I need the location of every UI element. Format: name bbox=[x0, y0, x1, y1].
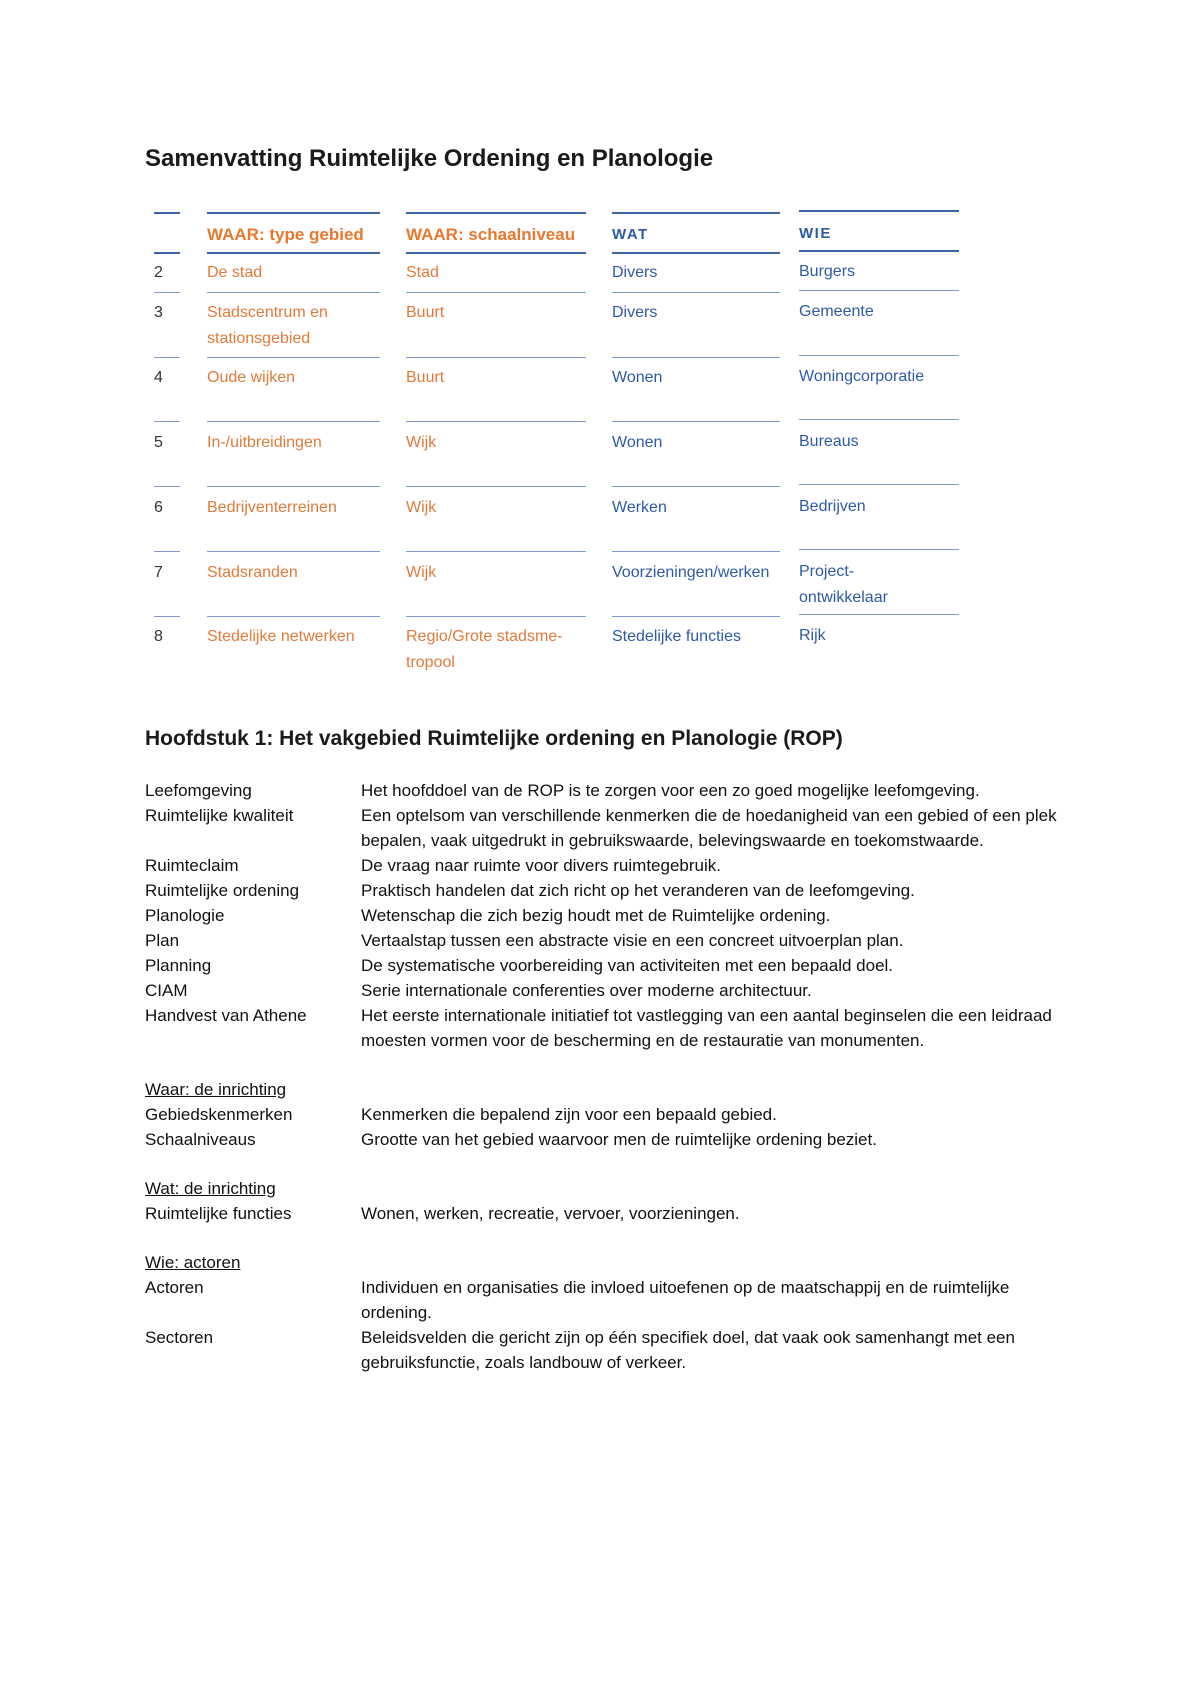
cell-who: Bureaus bbox=[799, 433, 859, 450]
table-rule bbox=[207, 252, 380, 254]
definition-row bbox=[145, 1102, 1065, 1127]
definition-row bbox=[145, 878, 1065, 903]
cell-who: Burgers bbox=[799, 263, 856, 280]
cell-who: Rijk bbox=[799, 627, 826, 644]
header-scale: WAAR: schaalniveau bbox=[406, 225, 576, 244]
definition-desc: Kenmerken die bepalend zijn voor een bepaald gebied. bbox=[361, 1105, 777, 1124]
definition-term: Ruimteclaim bbox=[145, 856, 239, 875]
definition-desc: Het eerste internationale initiatief tot vastlegging van een aantal beginselen die een leidraad moesten vormen voor de bescherming en de restauratie van monumenten. bbox=[361, 1006, 1052, 1050]
definition-desc: Praktisch handelen dat zich richt op het veranderen van de leefomgeving. bbox=[361, 881, 915, 900]
cell-scale: Buurt bbox=[406, 304, 445, 321]
definition-desc: Wetenschap die zich bezig houdt met de Ruimtelijke ordening. bbox=[361, 906, 831, 925]
definition-desc: Het hoofddoel van de ROP is te zorgen voor een zo goed mogelijke leefomgeving. bbox=[361, 781, 980, 800]
row-number: 5 bbox=[154, 434, 163, 451]
definition-desc: Individuen en organisaties die invloed uitoefenen op de maatschappij en de ruimtelijke ordening. bbox=[361, 1278, 1010, 1322]
cell-what: Divers bbox=[612, 264, 658, 281]
definition-term: Plan bbox=[145, 931, 180, 950]
row-number: 4 bbox=[154, 369, 163, 386]
cell-what: Werken bbox=[612, 499, 667, 516]
cell-scale: Regio/Grote stadsme-tropool bbox=[406, 628, 563, 671]
cell-type: Stadscentrum en stationsgebied bbox=[207, 304, 328, 347]
cell-what: Wonen bbox=[612, 434, 663, 451]
definition-desc: De vraag naar ruimte voor divers ruimtegebruik. bbox=[361, 856, 721, 875]
definition-term: Planning bbox=[145, 956, 212, 975]
definition-term: Ruimtelijke kwaliteit bbox=[145, 806, 294, 825]
definition-row bbox=[145, 978, 1065, 1003]
definition-row bbox=[145, 803, 1065, 853]
definition-term: Gebiedskenmerken bbox=[145, 1105, 293, 1124]
definition-desc: Grootte van het gebied waarvoor men de ruimtelijke ordening beziet. bbox=[361, 1130, 877, 1149]
cell-what: Stedelijke functies bbox=[612, 628, 741, 645]
table-rule bbox=[154, 252, 180, 254]
cell-who: Bedrijven bbox=[799, 498, 866, 515]
definition-term: Handvest van Athene bbox=[145, 1006, 307, 1025]
row-number: 8 bbox=[154, 628, 163, 645]
definition-row bbox=[145, 903, 1065, 928]
page-title: Samenvatting Ruimtelijke Ordening en Planologie bbox=[145, 145, 714, 172]
definition-row bbox=[145, 1275, 1065, 1325]
table-rule bbox=[612, 252, 780, 254]
definition-desc: Wonen, werken, recreatie, vervoer, voorzieningen. bbox=[361, 1204, 740, 1223]
cell-scale: Wijk bbox=[406, 434, 437, 451]
definition-desc: Een optelsom van verschillende kenmerken die de hoedanigheid van een gebied of een plek bepalen, vaak uitgedrukt in gebruikswaarde, belevingswaarde en toekomstwaarde. bbox=[361, 806, 1057, 850]
definition-term: CIAM bbox=[145, 981, 188, 1000]
cell-type: Stedelijke netwerken bbox=[207, 628, 355, 645]
table-rule bbox=[799, 210, 959, 212]
cell-type: De stad bbox=[207, 264, 263, 281]
section-heading-wie: Wie: actoren bbox=[145, 1253, 241, 1272]
definition-term: Ruimtelijke functies bbox=[145, 1204, 292, 1223]
table-rule bbox=[406, 212, 586, 214]
cell-type: Stadsranden bbox=[207, 564, 298, 581]
definition-term: Actoren bbox=[145, 1278, 204, 1297]
cell-type: In-/uitbreidingen bbox=[207, 434, 322, 451]
header-who: WIE bbox=[799, 225, 832, 242]
definition-row bbox=[145, 778, 1065, 803]
definition-row bbox=[145, 953, 1065, 978]
definition-term: Ruimtelijke ordening bbox=[145, 881, 300, 900]
cell-scale: Wijk bbox=[406, 564, 437, 581]
table-rule bbox=[207, 212, 380, 214]
cell-what: Voorzieningen/werken bbox=[612, 564, 770, 581]
definition-desc: Serie internationale conferenties over moderne architectuur. bbox=[361, 981, 812, 1000]
definition-term: Planologie bbox=[145, 906, 225, 925]
row-number: 7 bbox=[154, 564, 163, 581]
definition-row bbox=[145, 928, 1065, 953]
header-type: WAAR: type gebied bbox=[207, 225, 364, 244]
definition-row bbox=[145, 853, 1065, 878]
cell-scale: Buurt bbox=[406, 369, 445, 386]
section-heading-wat: Wat: de inrichting bbox=[145, 1179, 276, 1198]
definition-term: Schaalniveaus bbox=[145, 1130, 256, 1149]
cell-who: Gemeente bbox=[799, 303, 874, 320]
cell-who: Project-ontwikkelaar bbox=[799, 563, 888, 606]
definition-term: Leefomgeving bbox=[145, 781, 252, 800]
header-what: WAT bbox=[612, 226, 649, 243]
chapter-title: Hoofdstuk 1: Het vakgebied Ruimtelijke ordening en Planologie (ROP) bbox=[145, 727, 843, 750]
cell-type: Bedrijventerreinen bbox=[207, 499, 337, 516]
table-rule bbox=[799, 250, 959, 252]
row-number: 3 bbox=[154, 304, 163, 321]
definition-row bbox=[145, 1325, 1065, 1375]
cell-type: Oude wijken bbox=[207, 369, 296, 386]
definition-row bbox=[145, 1201, 1065, 1226]
table-rule bbox=[612, 212, 780, 214]
table-rule bbox=[154, 212, 180, 214]
table-rule bbox=[406, 252, 586, 254]
cell-what: Wonen bbox=[612, 369, 663, 386]
definition-desc: Beleidsvelden die gericht zijn op één specifiek doel, dat vaak ook samenhangt met een gebruiksfunctie, zoals landbouw of verkeer. bbox=[361, 1328, 1015, 1372]
definition-row bbox=[145, 1127, 1065, 1152]
definition-row bbox=[145, 1003, 1065, 1053]
row-number: 2 bbox=[154, 264, 163, 281]
cell-who: Woningcorporatie bbox=[799, 368, 925, 385]
definition-term: Sectoren bbox=[145, 1328, 214, 1347]
definitions-list bbox=[145, 778, 1065, 1375]
definition-desc: De systematische voorbereiding van activiteiten met een bepaald doel. bbox=[361, 956, 894, 975]
definition-desc: Vertaalstap tussen een abstracte visie en een concreet uitvoerplan plan. bbox=[361, 931, 904, 950]
row-number: 6 bbox=[154, 499, 163, 516]
cell-scale: Stad bbox=[406, 264, 439, 281]
cell-scale: Wijk bbox=[406, 499, 437, 516]
section-heading-waar: Waar: de inrichting bbox=[145, 1080, 287, 1099]
summary-table bbox=[0, 0, 1200, 700]
cell-what: Divers bbox=[612, 304, 658, 321]
